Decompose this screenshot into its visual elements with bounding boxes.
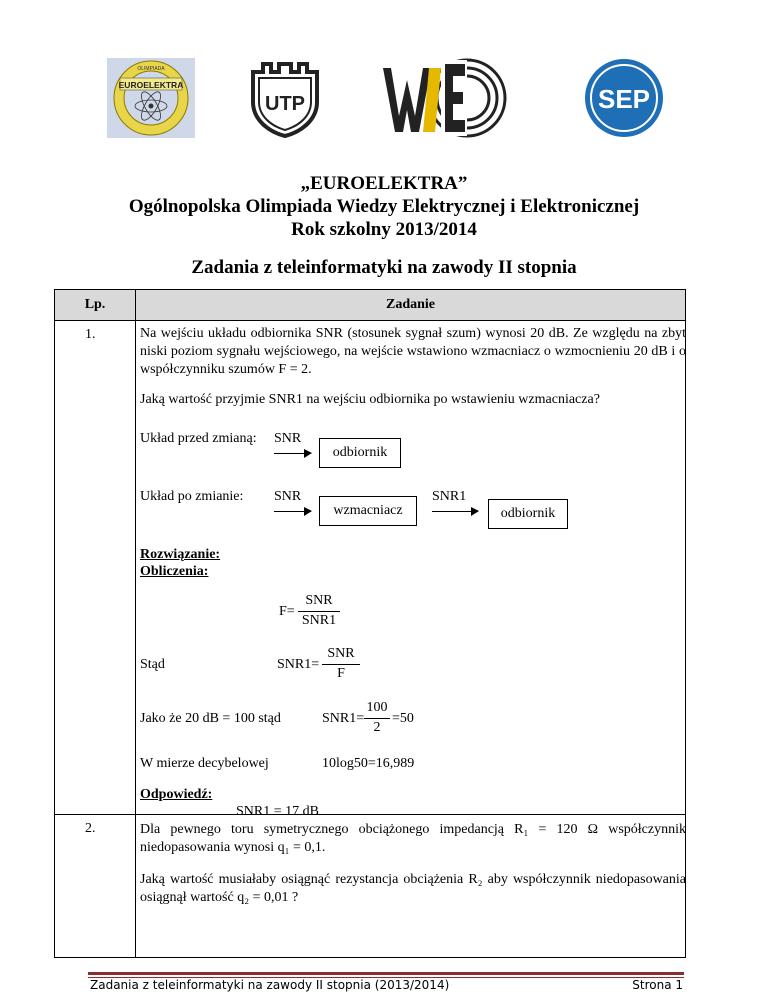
sep-logo-text: SEP (597, 84, 651, 114)
col-lp: Lp. (55, 290, 136, 321)
task-row-2 (55, 815, 686, 958)
solution-label: Rozwiązanie: (140, 547, 221, 562)
task-1-text: Na wejściu układu odbiornika SNR (stosunek sygnał szum) wynosi 20 dB. Ze względu na zbyt niski poziom sygnału wejściowego, na wejście wstawiono wzmacniacz o wzmocnieniu 20 dB i o współczynniku szumów F = 2. (140, 326, 686, 377)
f-denominator: SNR1 (301, 613, 337, 628)
snr1-denominator: F (337, 666, 345, 681)
calc-label: Obliczenia: (140, 564, 209, 579)
task-1-number-cell (55, 321, 136, 815)
euroelektra-logo (107, 58, 195, 138)
doc-title-line2: Ogólnopolska Olimpiada Wiedzy Elektrycznej i Elektronicznej (128, 196, 640, 217)
logos-row (0, 58, 768, 140)
wzmacniacz-box: wzmacniacz (319, 496, 417, 526)
snr1-eq-2: SNR1= (322, 711, 365, 726)
task-2-number: 2. (85, 821, 96, 836)
den-2: 2 (373, 720, 381, 735)
task-1-question: Jaką wartość przyjmie SNR1 na wejściu odbiornika po wstawieniu wzmacniacza? (140, 392, 600, 407)
euroelektra-logo-text: EUROELEKTRA (118, 80, 184, 90)
stad-label: Stąd (140, 657, 165, 672)
snr1-fraction-line (322, 664, 360, 665)
log-expression: 10log50=16,989 (322, 756, 415, 771)
task-2-content (136, 815, 686, 958)
answer-label: Odpowiedź: (140, 787, 213, 802)
jako-label: Jako że 20 dB = 100 stąd (140, 711, 281, 726)
after-arrow-1 (274, 511, 311, 512)
task-2-number-cell (55, 815, 136, 958)
page-number: Strona 1 (632, 978, 683, 992)
doc-title-line3: Rok szkolny 2013/2014 (291, 219, 477, 240)
before-label: Układ przed zmianą: (140, 431, 257, 446)
task-1-number: 1. (85, 327, 96, 342)
snr1-numerator: SNR (327, 646, 355, 661)
doc-title-line1: „EUROELEKTRA” (300, 173, 468, 194)
doc-subtitle: Zadania z teleinformatyki na zawody II stopnia (191, 257, 577, 278)
answer-value: SNR1 = 17 dB (236, 804, 319, 819)
f-eq: F= (279, 604, 295, 619)
num-100: 100 (366, 700, 388, 715)
utp-logo (249, 58, 321, 138)
footer-title: Zadania z teleinformatyki na zawody II stopnia (2013/2014) (90, 978, 450, 992)
olimpiada-logo-text: OLIMPIADA (137, 66, 165, 72)
sep-logo (584, 58, 664, 138)
after-snr-label: SNR (274, 489, 302, 504)
eq-50: =50 (392, 711, 414, 726)
table-header-row (55, 290, 686, 321)
snr1-eq: SNR1= (277, 657, 320, 672)
col-task: Zadanie (136, 290, 686, 321)
f-fraction-line (298, 611, 340, 612)
after-arrow-2 (432, 511, 478, 512)
tasks-table (54, 289, 686, 958)
wtie-logo-text: WTIE (449, 137, 453, 138)
after-label: Układ po zmianie: (140, 489, 244, 504)
task-row-1 (55, 321, 686, 815)
utp-logo-text: UTP (265, 93, 305, 115)
before-odbiornik-box: odbiornik (319, 438, 401, 468)
mierze-label: W mierze decybelowej (140, 756, 269, 771)
before-arrow (274, 453, 311, 454)
task-2-question: Jaką wartość musiałaby osiągnąć rezystancja obciążenia R₂ aby współczynnik niedopasowania osiągnął wartość q₂ = 0,01 ? (140, 872, 686, 905)
wtie-logo (381, 58, 521, 138)
frac-100-2-line (364, 718, 390, 719)
before-snr-label: SNR (274, 431, 302, 446)
footer-rule-thick (88, 972, 684, 975)
task-2-text: Dla pewnego toru symetrycznego obciążonego impedancją R₁ = 120 Ω współczynnik niedopasowania wynosi q₁ = 0,1. (140, 822, 686, 855)
f-numerator: SNR (305, 593, 333, 608)
task-1-content (136, 321, 686, 819)
after-odbiornik-box: odbiornik (488, 499, 568, 529)
after-snr1-label: SNR1 (432, 489, 467, 504)
